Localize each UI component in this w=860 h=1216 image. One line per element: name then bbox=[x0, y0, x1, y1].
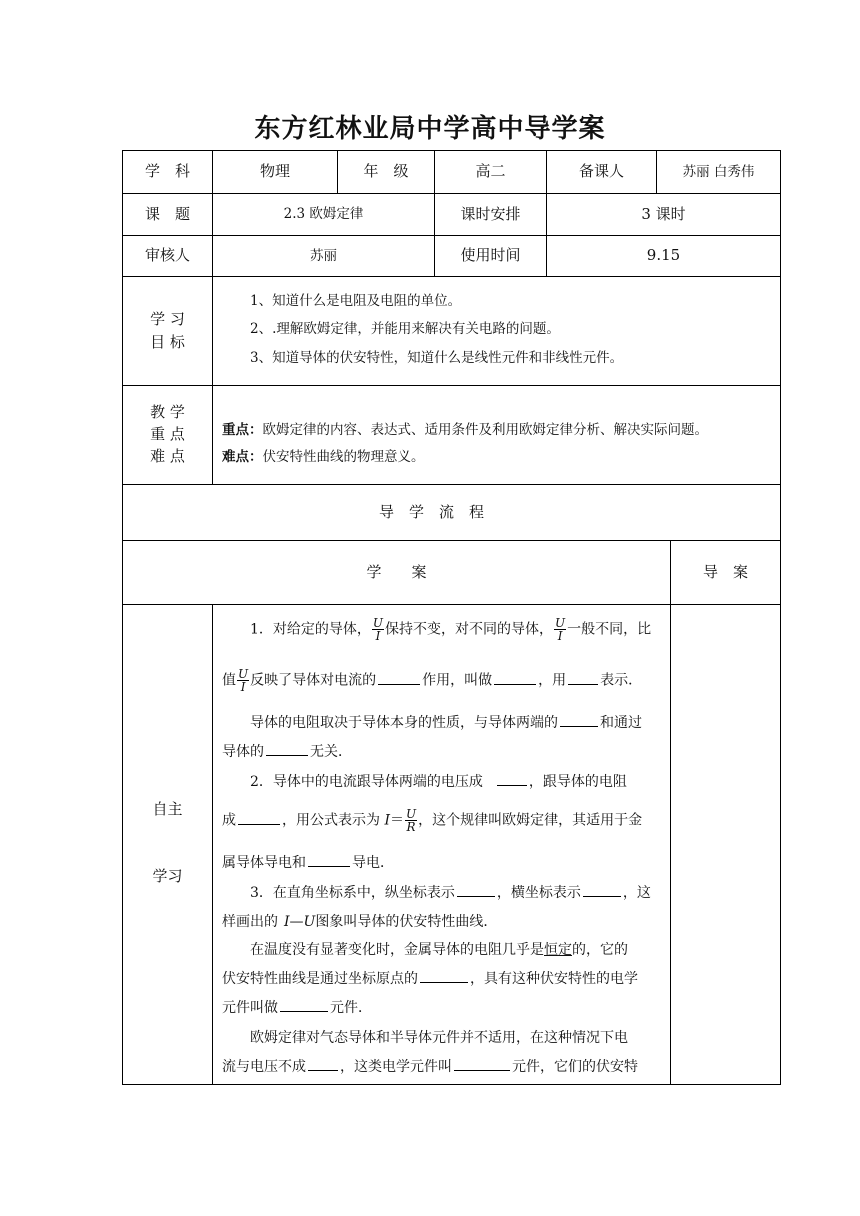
fill-blank bbox=[497, 771, 527, 786]
fill-blank bbox=[238, 810, 280, 825]
fill-blank bbox=[420, 968, 468, 983]
subject-value: 物理 bbox=[259, 162, 290, 181]
subject-label: 学 科 bbox=[144, 162, 190, 181]
key-points-label: 教 学 重 点 难 点 bbox=[150, 403, 185, 465]
topic-value: 2.3 欧姆定律 bbox=[283, 206, 364, 223]
objective-item: 1、知道什么是电阻及电阻的单位。 bbox=[250, 293, 462, 309]
hours-value: 3 课时 bbox=[641, 204, 686, 223]
topic-label: 课 题 bbox=[144, 204, 190, 223]
objective-item: 3、知道导体的伏安特性，知道什么是线性元件和非线性元件。 bbox=[250, 350, 624, 366]
date-value: 9.15 bbox=[646, 246, 681, 265]
fill-blank bbox=[454, 1056, 510, 1071]
column-header-study: 学 案 bbox=[366, 562, 427, 581]
grade-value: 高二 bbox=[475, 162, 506, 181]
preparer-label: 备课人 bbox=[578, 162, 624, 181]
fraction-u-over-i: $\frac{U}{I}$ bbox=[372, 616, 384, 643]
fill-blank bbox=[280, 997, 328, 1012]
objectives-label: 学 习 目 标 bbox=[150, 309, 185, 351]
fill-blank bbox=[266, 741, 308, 756]
fill-blank bbox=[378, 670, 420, 685]
self-study-label-2: 学习 bbox=[152, 867, 183, 886]
fill-blank bbox=[568, 670, 598, 685]
fraction-u-over-r: $\frac{U}{R}$ bbox=[405, 807, 417, 834]
fraction-u-over-i: $\frac{U}{I}$ bbox=[238, 667, 249, 694]
preparer-value: 苏丽 白秀伟 bbox=[682, 163, 755, 180]
fill-blank bbox=[457, 882, 495, 897]
fraction-u-over-i: $\frac{U}{I}$ bbox=[555, 616, 566, 643]
column-header-guide: 导 案 bbox=[702, 562, 748, 581]
date-label: 使用时间 bbox=[460, 246, 521, 265]
objective-item: 2、.理解欧姆定律，并能用来解决有关电路的问题。 bbox=[250, 321, 560, 337]
grade-label: 年 级 bbox=[363, 162, 409, 181]
self-study-label-1: 自主 bbox=[152, 800, 183, 819]
fill-blank bbox=[583, 882, 621, 897]
fill-blank bbox=[308, 1056, 338, 1071]
reviewer-value: 苏丽 bbox=[310, 247, 337, 264]
document-title: 东方红林业局中学高中导学案 bbox=[254, 114, 606, 144]
fill-blank bbox=[308, 852, 350, 867]
fill-blank bbox=[560, 712, 598, 727]
fill-blank bbox=[494, 670, 536, 685]
key-point-text: 重点：欧姆定律的内容、表达式、适用条件及利用欧姆定律分析、解决实际问题。 bbox=[222, 422, 708, 438]
flow-header: 导 学 流 程 bbox=[378, 502, 484, 521]
reviewer-label: 审核人 bbox=[144, 246, 190, 265]
difficulty-text: 难点：伏安特性曲线的物理意义。 bbox=[222, 449, 425, 465]
hours-label: 课时安排 bbox=[460, 204, 521, 223]
